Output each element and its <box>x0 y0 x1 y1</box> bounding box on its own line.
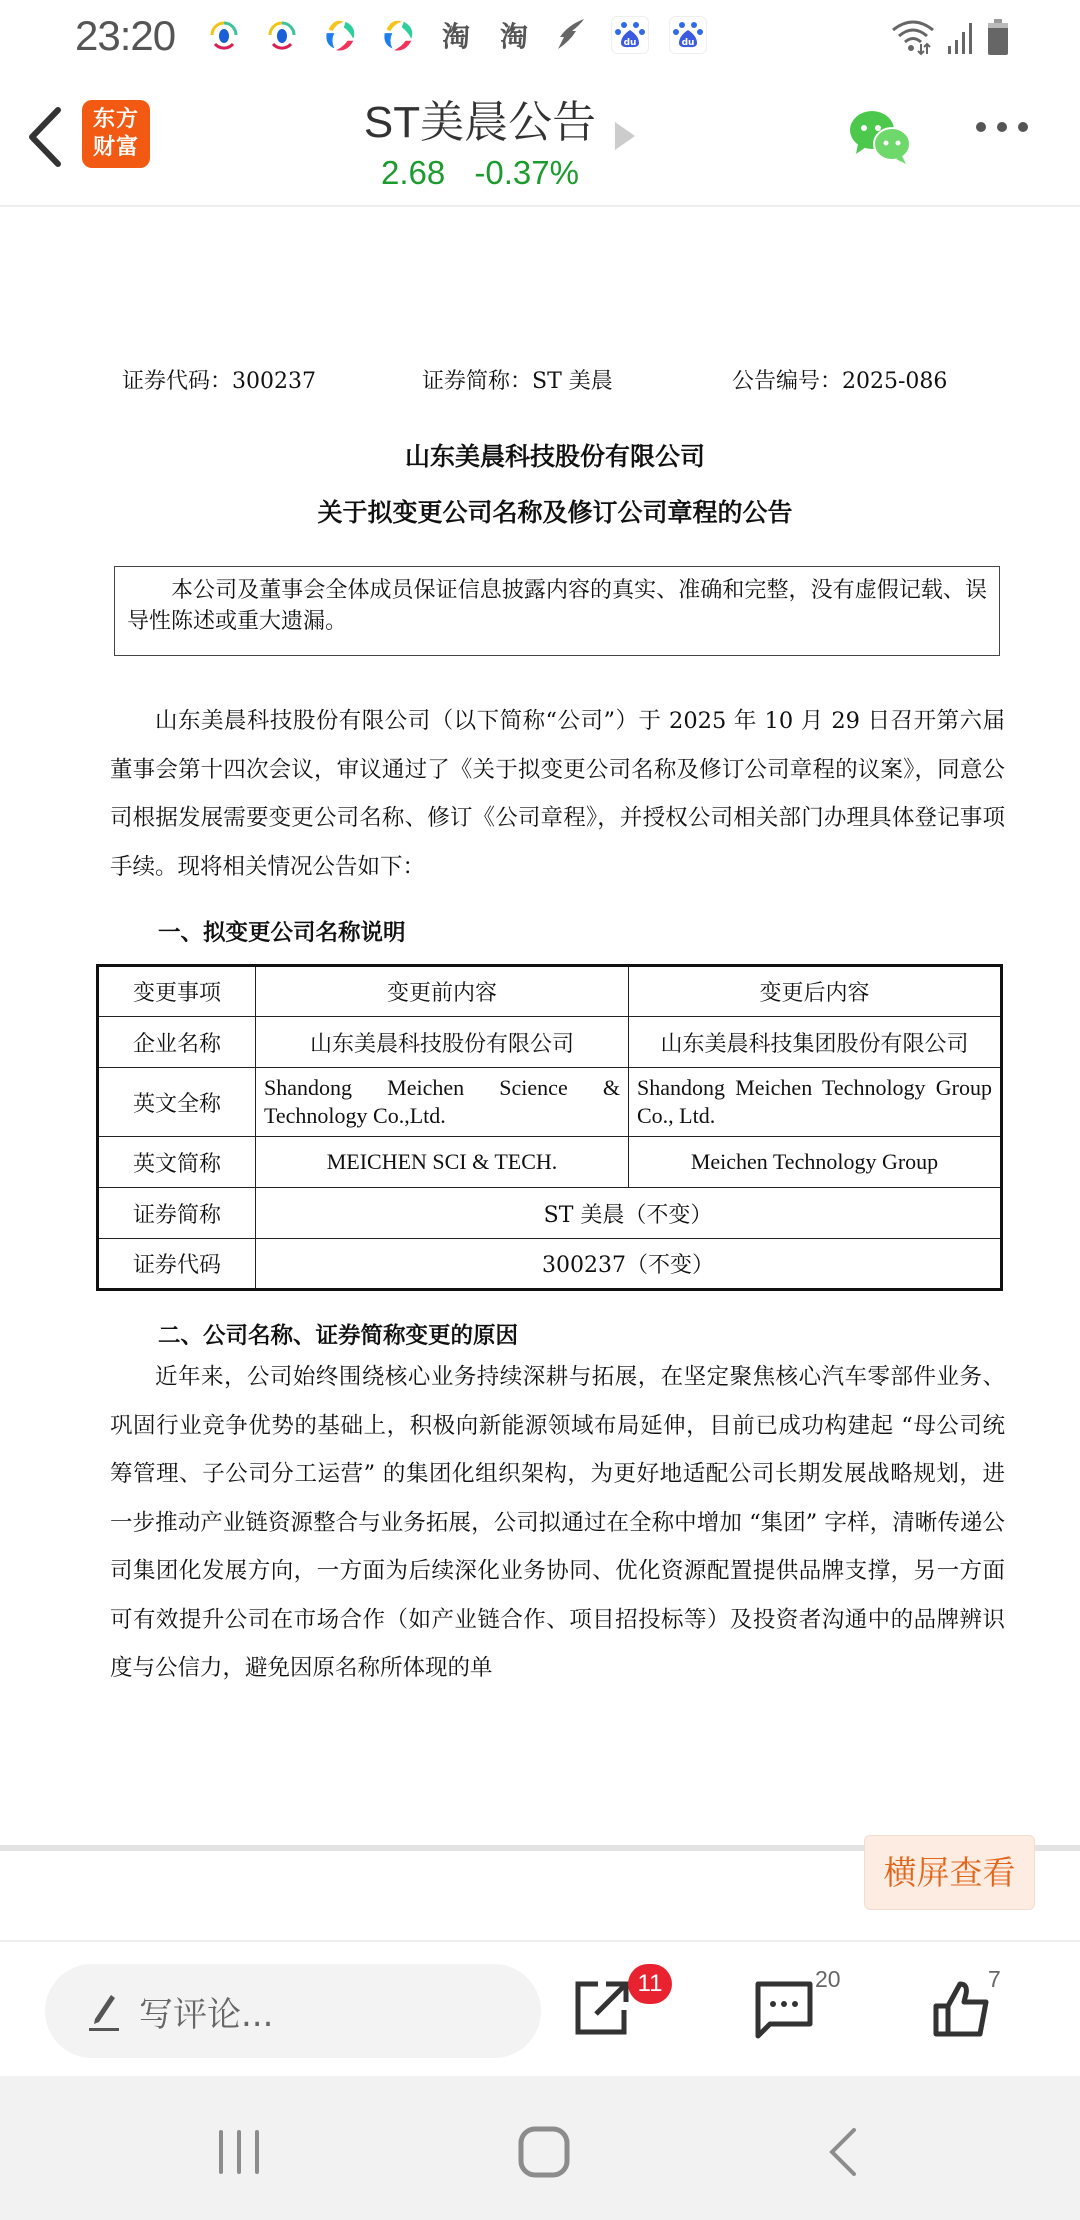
table-cell-before: 山东美晨科技股份有限公司 <box>256 1017 629 1068</box>
table-cell-after: 山东美晨科技集团股份有限公司 <box>629 1017 1002 1068</box>
baidu-icon <box>669 16 707 54</box>
nav-back-button[interactable] <box>824 2128 860 2180</box>
table-header: 变更后内容 <box>629 966 1002 1017</box>
security-code: 证券代码：300237 <box>122 369 316 394</box>
share-badge: 11 <box>628 1964 672 2004</box>
qq-icon <box>205 16 243 54</box>
notice-number: 公告编号：2025-086 <box>732 369 948 394</box>
comment-icon <box>754 1978 814 2040</box>
table-cell-item: 英文全称 <box>98 1068 256 1137</box>
battery-icon <box>986 18 1010 60</box>
dot <box>1018 122 1028 132</box>
comment-input[interactable] <box>45 1964 541 2058</box>
svg-text:du: du <box>681 38 695 48</box>
table-cell-item: 证券代码 <box>98 1239 256 1290</box>
share-button[interactable] <box>572 1978 632 2042</box>
table-cell-after: Shandong Meichen Technology Group Co., Ltd. <box>629 1068 1002 1137</box>
page-title: ST美晨公告 <box>363 98 597 147</box>
table-cell-value: 300237（不变） <box>256 1239 1002 1290</box>
wechat-icon <box>848 108 912 166</box>
wifi-icon <box>890 16 936 60</box>
bottom-action-bar <box>0 1940 1080 2077</box>
announcement-document[interactable] <box>0 209 1080 1844</box>
share-icon <box>572 1978 632 2038</box>
table-cell-item: 企业名称 <box>98 1017 256 1068</box>
stock-quote <box>0 154 1080 192</box>
table-cell-after: Meichen Technology Group <box>629 1137 1002 1188</box>
security-short-name: 证券简称：ST 美晨 <box>422 369 613 394</box>
stock-change: -0.37% <box>474 154 579 191</box>
table-header-row <box>98 966 1002 1017</box>
taobao-icon: 淘 <box>499 20 528 53</box>
dot <box>976 122 986 132</box>
company-name-heading: 山东美晨科技股份有限公司 <box>404 442 705 471</box>
table-cell-before: MEICHEN SCI & TECH. <box>256 1137 629 1188</box>
table-cell-item: 证券简称 <box>98 1188 256 1239</box>
disclaimer-box: 本公司及董事会全体成员保证信息披露内容的真实、准确和完整，没有虚假记载、误导性陈述或重大遗漏。 <box>114 566 1000 656</box>
table-row <box>98 1017 1002 1068</box>
recent-apps-icon <box>215 2128 265 2176</box>
taobao-icon: 淘 <box>441 20 470 53</box>
section-1-title: 一、拟变更公司名称说明 <box>158 920 406 946</box>
back-icon <box>824 2128 860 2176</box>
table-row <box>98 1239 1002 1290</box>
title-arrow-icon[interactable] <box>615 122 635 150</box>
status-bar <box>0 0 1080 72</box>
svg-text:du: du <box>623 38 637 48</box>
home-button[interactable] <box>518 2126 570 2182</box>
kuaishou-icon <box>321 16 359 54</box>
recent-apps-button[interactable] <box>215 2128 265 2180</box>
table-row <box>98 1188 1002 1239</box>
document-meta <box>122 364 962 395</box>
home-icon <box>518 2126 570 2178</box>
comments-button[interactable] <box>754 1978 814 2044</box>
stock-price: 2.68 <box>381 154 446 191</box>
pencil-icon <box>87 1989 121 2033</box>
wechat-share-button[interactable] <box>848 108 912 166</box>
thumbs-up-icon <box>932 1978 992 2040</box>
comment-count: 20 <box>815 1966 841 1992</box>
kuaishou-icon <box>379 16 417 54</box>
comment-placeholder: 写评论... <box>139 1994 274 2035</box>
section-2-title: 二、公司名称、证券简称变更的原因 <box>158 1323 519 1349</box>
table-cell-item: 英文简称 <box>98 1137 256 1188</box>
app-header <box>0 72 1080 207</box>
table-row <box>98 1137 1002 1188</box>
like-button[interactable] <box>932 1978 992 2044</box>
app-logo[interactable]: 东方 财富 <box>82 100 150 168</box>
table-cell-value: ST 美晨（不变） <box>256 1188 1002 1239</box>
status-time: 23:20 <box>75 12 176 59</box>
more-options-button[interactable] <box>976 122 1028 132</box>
table-header: 变更前内容 <box>256 966 629 1017</box>
feather-icon <box>553 16 591 54</box>
qq-icon <box>263 16 301 54</box>
dot <box>997 122 1007 132</box>
name-change-table <box>96 964 1003 1291</box>
table-header: 变更事项 <box>98 966 256 1017</box>
landscape-view-button[interactable]: 横屏查看 <box>864 1835 1035 1910</box>
notice-title-heading: 关于拟变更公司名称及修订公司章程的公告 <box>317 498 793 527</box>
intro-paragraph: 山东美晨科技股份有限公司（以下简称“公司”）于 2025 年 10 月 29 日召开第六届董事会第十四次会议，审议通过了《关于拟变更公司名称及修订公司章程的议案》，同意公司根据发展需要变更公司名称、修订《公司章程》，并授权公司相关部门办理具体登记事项手续。现将相关情况公告如下： <box>110 708 1005 880</box>
reason-paragraph: 近年来，公司始终围绕核心业务持续深耕与拓展，在坚定聚焦核心汽车零部件业务、巩固行业竞争优势的基础上，积极向新能源领域布局延伸，目前已成功构建起 “母公司统筹管理、子公司分工运营” 的集团化组织架构，为更好地适配公司长期发展战略规划，进一步推动产业链资源整合与业务拓展，公司拟通过在全称中增加 “集团” 字样，清晰传递公司集团化发展方向，一方面为后续深化业务协同、优化资源配置提供品牌支撑，另一方面可有效提升公司在市场合作（如产业链合作、项目招投标等）及投资者沟通中的品牌辨识度与公信力，避免因原名称所体现的单 <box>110 1364 1005 1681</box>
system-nav-bar <box>0 2076 1080 2220</box>
table-row <box>98 1068 1002 1137</box>
table-cell-before: Shandong Meichen Science & Technology Co.,Ltd. <box>256 1068 629 1137</box>
notification-icons <box>205 16 707 54</box>
baidu-icon <box>611 16 649 54</box>
system-icons <box>890 16 1010 60</box>
signal-icon <box>946 20 976 60</box>
like-count: 7 <box>988 1966 1001 1992</box>
